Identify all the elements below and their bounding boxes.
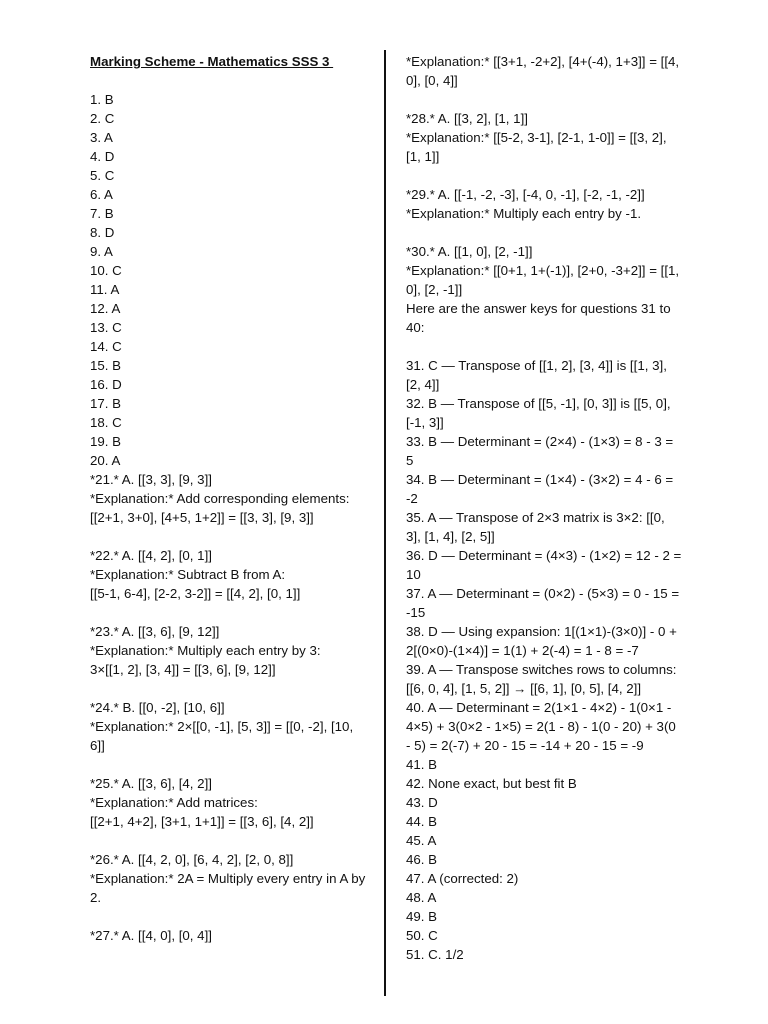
question-answer-line: *23.* A. [[3, 6], [9, 12]] bbox=[90, 624, 220, 639]
answer-item: 6. A bbox=[90, 187, 113, 202]
answer-item: 38. D — Using expansion: 1[(1×1)-(3×0)] - 0 + 2[(0×0)-(1×4)] = 1(1) + 2(-4) = 1 - 8 = -7 bbox=[406, 624, 677, 658]
explanation-line: *Explanation:* [[5-2, 3-1], [2-1, 1-0]] = [[3, 2], [1, 1]] bbox=[406, 130, 667, 164]
question-answer-line: *28.* A. [[3, 2], [1, 1]] bbox=[406, 111, 528, 126]
question-21 bbox=[90, 470, 368, 527]
answer-item: 14. C bbox=[90, 339, 122, 354]
question-answer-line: *25.* A. [[3, 6], [4, 2]] bbox=[90, 776, 212, 791]
document-title: Marking Scheme - Mathematics SSS 3 bbox=[90, 54, 334, 69]
answer-item: 46. B bbox=[406, 852, 438, 867]
explanation-line: [[2+1, 3+0], [4+5, 1+2]] = [[3, 3], [9, 3]] bbox=[90, 510, 314, 525]
explanation-line: *Explanation:* Add matrices: bbox=[90, 795, 258, 810]
question-answer-line: *24.* B. [[0, -2], [10, 6]] bbox=[90, 700, 225, 715]
question-30 bbox=[406, 242, 682, 337]
answer-item: 15. B bbox=[90, 358, 122, 373]
answer-list-1-20 bbox=[90, 90, 368, 470]
answer-item: 43. D bbox=[406, 795, 438, 810]
explanation-line: *Explanation:* Multiply each entry by -1. bbox=[406, 206, 642, 221]
question-answer-line: *22.* A. [[4, 2], [0, 1]] bbox=[90, 548, 212, 563]
question-answer-line: *21.* A. [[3, 3], [9, 3]] bbox=[90, 472, 212, 487]
answer-item: 35. A — Transpose of 2×3 matrix is 3×2: [[0, 3], [1, 4], [2, 5]] bbox=[406, 510, 665, 544]
question-26 bbox=[90, 850, 368, 907]
explanation-line: *Explanation:* 2×[[0, -1], [5, 3]] = [[0, -2], [10, 6]] bbox=[90, 719, 354, 753]
question-24 bbox=[90, 698, 368, 755]
explanation-line: *Explanation:* Multiply each entry by 3: bbox=[90, 643, 321, 658]
question-answer-line: *Explanation:* [[3+1, -2+2], [4+(-4), 1+3]] = [[4, 0], [0, 4]] bbox=[406, 54, 680, 88]
explanation-line: Here are the answer keys for questions 31 to 40: bbox=[406, 301, 671, 335]
answer-list-31-51 bbox=[406, 356, 682, 964]
right-column bbox=[406, 52, 682, 964]
answer-item: 5. C bbox=[90, 168, 115, 183]
answer-item: 7. B bbox=[90, 206, 114, 221]
answer-item: 16. D bbox=[90, 377, 122, 392]
answer-item: 39. A — Transpose switches rows to columns: [[6, 0, 4], [1, 5, 2]] → [[6, 1], [0, 5], [4, 2]] bbox=[406, 662, 677, 696]
answer-item: 19. B bbox=[90, 434, 122, 449]
answer-item: 34. B — Determinant = (1×4) - (3×2) = 4 - 6 = -2 bbox=[406, 472, 674, 506]
answer-item: 48. A bbox=[406, 890, 437, 905]
answer-item: 44. B bbox=[406, 814, 438, 829]
question-answer-line: *26.* A. [[4, 2, 0], [6, 4, 2], [2, 0, 8]] bbox=[90, 852, 294, 867]
question-29 bbox=[406, 185, 682, 223]
answer-item: 33. B — Determinant = (2×4) - (1×3) = 8 - 3 = 5 bbox=[406, 434, 674, 468]
answer-item: 18. C bbox=[90, 415, 122, 430]
question-27-explanation bbox=[406, 52, 682, 90]
explanation-line: *Explanation:* Subtract B from A: bbox=[90, 567, 286, 582]
explanation-line: 3×[[1, 2], [3, 4]] = [[3, 6], [9, 12]] bbox=[90, 662, 276, 677]
question-23 bbox=[90, 622, 368, 679]
explanation-line: *Explanation:* 2A = Multiply every entry in A by 2. bbox=[90, 871, 366, 905]
answer-item: 9. A bbox=[90, 244, 113, 259]
answer-item: 3. A bbox=[90, 130, 113, 145]
answer-item: 42. None exact, but best fit B bbox=[406, 776, 577, 791]
answer-item: 40. A — Determinant = 2(1×1 - 4×2) - 1(0×1 - 4×5) + 3(0×2 - 1×5) = 2(1 - 8) - 1(0 - 20) + 3(0 - 5) = 2(-7) + 20 - 15 = -14 + 20 - 15 = -9 bbox=[406, 700, 676, 753]
answer-item: 51. C. 1/2 bbox=[406, 947, 464, 962]
answer-item: 4. D bbox=[90, 149, 115, 164]
answer-item: 12. A bbox=[90, 301, 121, 316]
answer-item: 10. C bbox=[90, 263, 122, 278]
question-answer-line: *29.* A. [[-1, -2, -3], [-4, 0, -1], [-2, -1, -2]] bbox=[406, 187, 645, 202]
question-answer-line: *27.* A. [[4, 0], [0, 4]] bbox=[90, 928, 212, 943]
answer-item: 37. A — Determinant = (0×2) - (5×3) = 0 - 15 = -15 bbox=[406, 586, 680, 620]
answer-item: 13. C bbox=[90, 320, 122, 335]
answer-item: 20. A bbox=[90, 453, 121, 468]
question-22 bbox=[90, 546, 368, 603]
explanation-line: [[2+1, 4+2], [3+1, 1+1]] = [[3, 6], [4, 2]] bbox=[90, 814, 314, 829]
answer-item: 8. D bbox=[90, 225, 115, 240]
explanation-line: *Explanation:* Add corresponding elements: bbox=[90, 491, 350, 506]
question-27 bbox=[90, 926, 368, 945]
answer-item: 45. A bbox=[406, 833, 437, 848]
left-column bbox=[90, 52, 368, 945]
answer-item: 41. B bbox=[406, 757, 438, 772]
question-28 bbox=[406, 109, 682, 166]
answer-item: 32. B — Transpose of [[5, -1], [0, 3]] is [[5, 0], [-1, 3]] bbox=[406, 396, 671, 430]
question-25 bbox=[90, 774, 368, 831]
answer-item: 36. D — Determinant = (4×3) - (1×2) = 12 - 2 = 10 bbox=[406, 548, 682, 582]
answer-item: 31. C — Transpose of [[1, 2], [3, 4]] is [[1, 3], [2, 4]] bbox=[406, 358, 667, 392]
question-answer-line: *30.* A. [[1, 0], [2, -1]] bbox=[406, 244, 533, 259]
answer-item: 50. C bbox=[406, 928, 438, 943]
answer-item: 17. B bbox=[90, 396, 122, 411]
answer-item: 49. B bbox=[406, 909, 438, 924]
answer-item: 2. C bbox=[90, 111, 115, 126]
answer-item: 11. A bbox=[90, 282, 120, 297]
answer-item: 47. A (corrected: 2) bbox=[406, 871, 519, 886]
explanation-line: [[5-1, 6-4], [2-2, 3-2]] = [[4, 2], [0, 1]] bbox=[90, 586, 301, 601]
answer-item: 1. B bbox=[90, 92, 114, 107]
explanation-line: *Explanation:* [[0+1, 1+(-1)], [2+0, -3+2]] = [[1, 0], [2, -1]] bbox=[406, 263, 680, 297]
column-divider bbox=[384, 50, 386, 996]
